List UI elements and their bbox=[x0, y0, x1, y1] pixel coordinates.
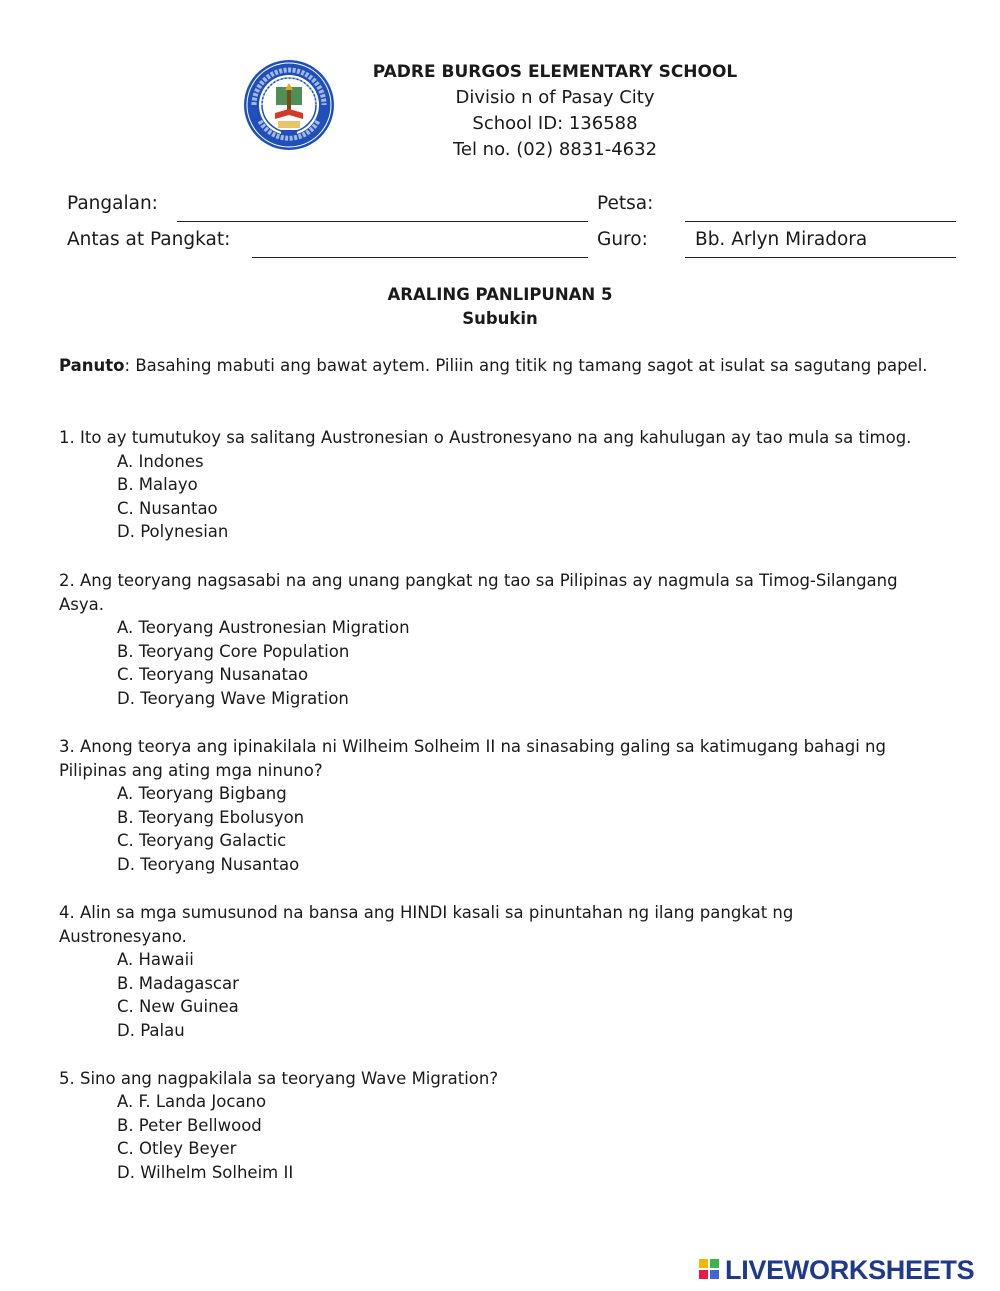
grade-section-label: Antas at Pangkat: bbox=[67, 229, 231, 250]
question-4-option-d: D. Palau bbox=[117, 1021, 185, 1040]
question-5-option-d: D. Wilhelm Solheim II bbox=[117, 1163, 294, 1182]
teacher-field-line bbox=[685, 257, 956, 258]
question-3-option-c: C. Teoryang Galactic bbox=[117, 831, 287, 850]
question-1: 1. Ito ay tumutukoy sa salitang Austronesian o Austronesyano na ang kahulugan ay tao mula sa timog. bbox=[59, 428, 912, 447]
instructions bbox=[59, 354, 939, 378]
question-1-option-d: D. Polynesian bbox=[117, 522, 229, 541]
question-3-option-a: A. Teoryang Bigbang bbox=[117, 784, 287, 803]
question-2-option-b: B. Teoryang Core Population bbox=[117, 642, 350, 661]
question-5-option-c: C. Otley Beyer bbox=[117, 1139, 237, 1158]
school-name: PADRE BURGOS ELEMENTARY SCHOOL bbox=[372, 62, 738, 82]
question-4-option-c: C. New Guinea bbox=[117, 997, 239, 1016]
question-2: 2. Ang teoryang nagsasabi na ang unang pangkat ng tao sa Pilipinas ay nagmula sa Timog-Silangang Asya. bbox=[59, 571, 898, 614]
question-3-option-b: B. Teoryang Ebolusyon bbox=[117, 808, 305, 827]
question-3-option-d: D. Teoryang Nusantao bbox=[117, 855, 300, 874]
grade-section-field[interactable] bbox=[252, 257, 588, 258]
question-2-option-c: C. Teoryang Nusanatao bbox=[117, 665, 309, 684]
school-telephone: Tel no. (02) 8831-4632 bbox=[452, 139, 658, 160]
question-1-option-c: C. Nusantao bbox=[117, 499, 218, 518]
subject-subtitle: Subukin bbox=[462, 309, 538, 328]
name-field[interactable] bbox=[177, 221, 588, 222]
school-logo bbox=[242, 57, 336, 153]
question-1-option-b: B. Malayo bbox=[117, 475, 198, 494]
instructions-text: : Basahing mabuti ang bawat aytem. Piliin ang titik ng tamang sagot at isulat sa sagutang papel. bbox=[124, 356, 928, 375]
name-label: Pangalan: bbox=[67, 193, 158, 214]
subject-title: ARALING PANLIPUNAN 5 bbox=[387, 285, 613, 304]
question-4: 4. Alin sa mga sumusunod na bansa ang HINDI kasali sa pinuntahan ng ilang pangkat ng Austronesyano. bbox=[59, 903, 794, 946]
question-3: 3. Anong teorya ang ipinakilala ni Wilheim Solheim II na sinasabing galing sa katimugang bahagi ng Pilipinas ang ating mga ninuno? bbox=[59, 737, 886, 780]
liveworksheets-brand bbox=[697, 1254, 997, 1286]
question-4-option-b: B. Madagascar bbox=[117, 974, 239, 993]
question-5-option-b: B. Peter Bellwood bbox=[117, 1116, 262, 1135]
question-4-option-a: A. Hawaii bbox=[117, 950, 194, 969]
date-field[interactable] bbox=[685, 221, 956, 222]
school-division: Divisio n of Pasay City bbox=[455, 87, 655, 108]
question-2-option-d: D. Teoryang Wave Migration bbox=[117, 689, 349, 708]
teacher-value: Bb. Arlyn Miradora bbox=[695, 229, 868, 250]
question-2-option-a: A. Teoryang Austronesian Migration bbox=[117, 618, 410, 637]
instructions-label: Panuto bbox=[59, 356, 125, 375]
school-id: School ID: 136588 bbox=[472, 113, 638, 134]
date-label: Petsa: bbox=[597, 193, 654, 214]
teacher-label: Guro: bbox=[597, 229, 648, 250]
question-1-option-a: A. Indones bbox=[117, 452, 204, 471]
brand-text: LIVEWORKSHEETS bbox=[725, 1255, 975, 1285]
question-5-option-a: A. F. Landa Jocano bbox=[117, 1092, 267, 1111]
question-5: 5. Sino ang nagpakilala sa teoryang Wave Migration? bbox=[59, 1069, 499, 1088]
